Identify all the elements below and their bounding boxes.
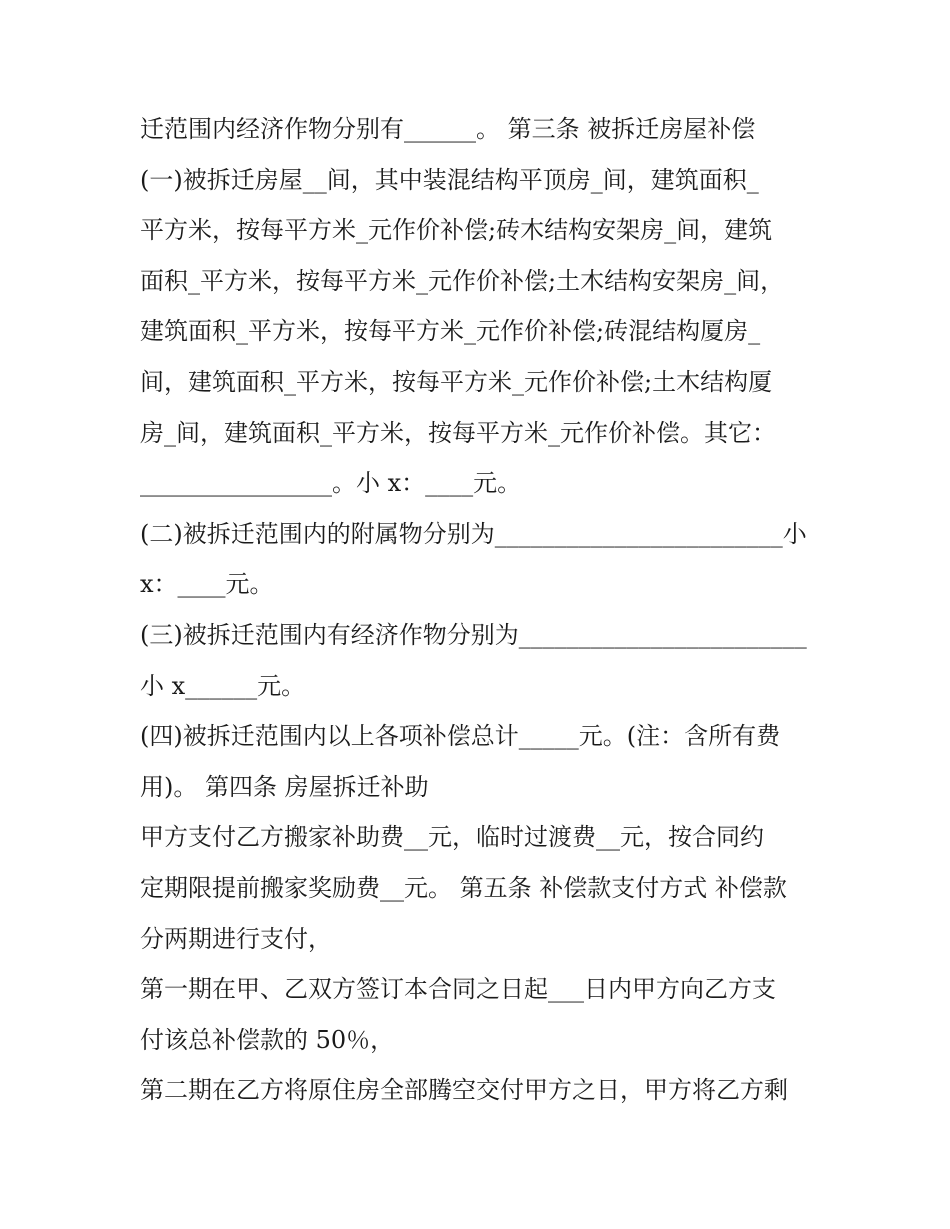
text-line: 平方米，按每平方米_元作价补偿;砖木结构安架房_间，建筑 bbox=[140, 216, 773, 245]
text-line: 甲方支付乙方搬家补助费__元，临时过渡费__元，按合同约 bbox=[140, 823, 764, 852]
document-body bbox=[140, 104, 820, 1116]
text-line: x：____元。 bbox=[140, 570, 274, 599]
text-line: 间，建筑面积_平方米，按每平方米_元作价补偿;土木结构厦 bbox=[140, 367, 773, 396]
text-line: ________________。小 x：____元。 bbox=[140, 469, 522, 498]
text-line: 建筑面积_平方米，按每平方米_元作价补偿;砖混结构厦房_ bbox=[140, 317, 761, 346]
text-line: 面积_平方米，按每平方米_元作价补偿;土木结构安架房_间， bbox=[140, 266, 785, 295]
text-line: 付该总补偿款的 50％， bbox=[140, 1025, 395, 1054]
text-line: (三)被拆迁范围内有经济作物分别为________________________ bbox=[140, 620, 807, 649]
text-line: 迁范围内经济作物分别有______。 第三条 被拆迁房屋补偿 bbox=[140, 115, 756, 143]
text-line: 定期限提前搬家奖励费__元。 第五条 补偿款支付方式 补偿款 bbox=[140, 873, 787, 902]
text-line: 小 x______元。 bbox=[140, 671, 306, 700]
text-line: 第二期在乙方将原住房全部腾空交付甲方之日，甲方将乙方剩 bbox=[140, 1076, 788, 1105]
text-line: (一)被拆迁房屋__间，其中装混结构平顶房_间，建筑面积_ bbox=[140, 165, 759, 194]
text-line: 房_间，建筑面积_平方米，按每平方米_元作价补偿。其它： bbox=[140, 418, 776, 447]
text-line: 分两期进行支付， bbox=[140, 924, 332, 953]
text-line: 用)。 第四条 房屋拆迁补助 bbox=[140, 772, 429, 801]
text-line: 第一期在甲、乙双方签订本合同之日起___日内甲方向乙方支 bbox=[140, 975, 776, 1004]
text-line: (二)被拆迁范围内的附属物分别为________________________小 bbox=[140, 519, 807, 548]
text-line: (四)被拆迁范围内以上各项补偿总计_____元。(注：含所有费 bbox=[140, 722, 781, 751]
